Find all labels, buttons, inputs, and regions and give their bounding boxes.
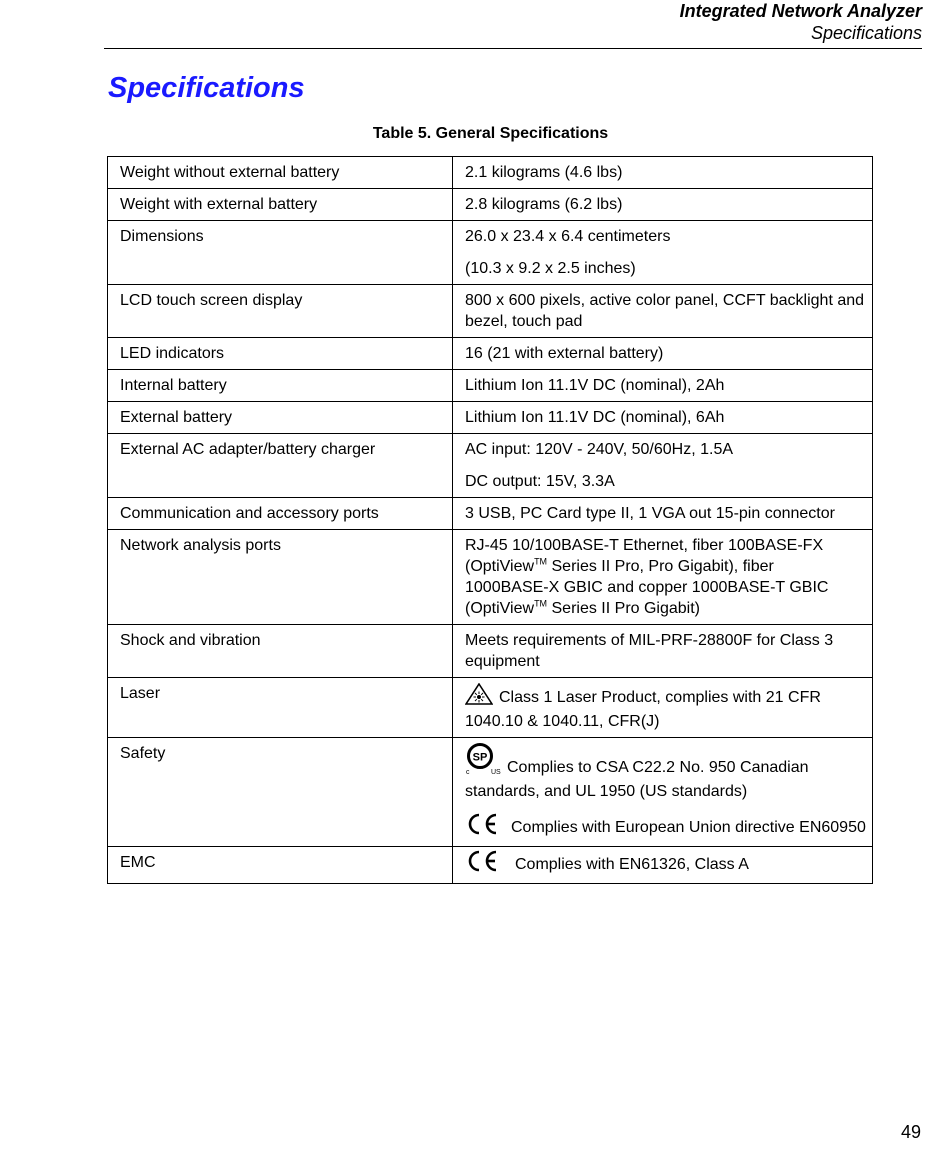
- spec-value: [453, 847, 873, 884]
- spec-label: EMC: [108, 847, 453, 884]
- table-row: [108, 370, 873, 402]
- spec-label: External AC adapter/battery charger: [108, 434, 453, 498]
- spec-value-text: RJ-45 10/100BASE-T Ethernet, fiber 100BASE-FX: [465, 537, 824, 554]
- spec-value: [453, 370, 873, 402]
- spec-value-fragment: Series II Pro Gigabit): [547, 600, 701, 617]
- spec-value: [453, 530, 873, 625]
- section-title: Specifications: [108, 72, 305, 104]
- spec-value-text: (10.3 x 9.2 x 2.5 inches): [465, 260, 636, 277]
- spec-value-text: 3 USB, PC Card type II, 1 VGA out 15-pin connector: [465, 505, 835, 522]
- spec-value-text: 2.8 kilograms (6.2 lbs): [465, 196, 623, 213]
- general-specifications-table: [107, 156, 873, 884]
- spec-value: [453, 221, 873, 285]
- spec-value-text: 1000BASE-X GBIC and copper 1000BASE-T GBIC: [465, 579, 829, 596]
- table-row: [108, 434, 873, 498]
- spec-value-text: DC output: 15V, 3.3A: [465, 473, 615, 490]
- spec-label: LCD touch screen display: [108, 285, 453, 338]
- table-row: [108, 157, 873, 189]
- spec-value-line: [465, 813, 866, 841]
- spec-value-text: Complies with EN61326, Class A: [515, 856, 749, 873]
- table-row: [108, 285, 873, 338]
- spec-value: [453, 402, 873, 434]
- spec-label: LED indicators: [108, 338, 453, 370]
- spec-value-text: Complies to CSA C22.2 No. 950 Canadian standards, and UL 1950 (US standards): [465, 759, 809, 800]
- spec-value-text: 800 x 600 pixels, active color panel, CCFT backlight and bezel, touch pad: [465, 292, 865, 330]
- spec-label: Safety: [108, 738, 453, 847]
- spec-value-fragment: Series II Pro, Pro Gigabit), fiber: [547, 558, 774, 575]
- spec-value: [453, 434, 873, 498]
- svg-text:US: US: [491, 769, 501, 775]
- spec-label: Weight without external battery: [108, 157, 453, 189]
- table-row: [108, 847, 873, 884]
- svg-text:SP: SP: [472, 751, 488, 764]
- spec-value: [453, 338, 873, 370]
- table-row: [108, 625, 873, 678]
- spec-value: [453, 498, 873, 530]
- table-row: [108, 402, 873, 434]
- table-row: [108, 498, 873, 530]
- table-row: [108, 221, 873, 285]
- spec-label: Dimensions: [108, 221, 453, 285]
- laser-warning-icon: [465, 683, 493, 711]
- table-caption: Table 5. General Specifications: [372, 125, 609, 142]
- trademark-superscript: TM: [534, 598, 548, 609]
- spec-value: [453, 189, 873, 221]
- spec-label: Internal battery: [108, 370, 453, 402]
- header-section-name: Specifications: [810, 23, 922, 43]
- running-header: [680, 0, 922, 44]
- spec-value-text: Lithium Ion 11.1V DC (nominal), 2Ah: [465, 377, 725, 394]
- spec-value-text: [465, 556, 866, 577]
- csa-mark-icon: [465, 743, 505, 781]
- spec-label: Network analysis ports: [108, 530, 453, 625]
- svg-text:c: c: [466, 769, 470, 775]
- spec-value-line: [465, 850, 866, 878]
- spec-value-text: Lithium Ion 11.1V DC (nominal), 6Ah: [465, 409, 725, 426]
- spec-value-text: Complies with European Union directive EN60950: [511, 819, 866, 836]
- spec-value: [453, 738, 873, 847]
- trademark-superscript: TM: [534, 556, 548, 567]
- table-row: [108, 338, 873, 370]
- page-number: 49: [900, 1122, 921, 1142]
- spec-value: [453, 285, 873, 338]
- spec-value: [453, 157, 873, 189]
- spec-value-line: [465, 743, 866, 802]
- spec-value: [453, 678, 873, 738]
- spec-value-text: Meets requirements of MIL-PRF-28800F for Class 3 equipment: [465, 632, 834, 670]
- spec-value-text: 26.0 x 23.4 x 6.4 centimeters: [465, 228, 671, 245]
- spec-label: Communication and accessory ports: [108, 498, 453, 530]
- ce-mark-icon: [465, 813, 499, 841]
- table-row: [108, 189, 873, 221]
- spec-label: Weight with external battery: [108, 189, 453, 221]
- spec-value: [453, 625, 873, 678]
- spec-value-line: [465, 683, 866, 732]
- spec-label: Laser: [108, 678, 453, 738]
- spec-value-text: AC input: 120V - 240V, 50/60Hz, 1.5A: [465, 441, 734, 458]
- ce-mark-icon: [465, 850, 499, 878]
- table-row: [108, 678, 873, 738]
- spec-label: External battery: [108, 402, 453, 434]
- spec-value-text: Class 1 Laser Product, complies with 21 CFR 1040.10 & 1040.11, CFR(J): [465, 689, 821, 730]
- spec-label: Shock and vibration: [108, 625, 453, 678]
- header-rule: [104, 48, 922, 49]
- header-product-name: Integrated Network Analyzer: [679, 1, 922, 21]
- spec-value-text: [465, 598, 866, 619]
- spec-value-fragment: (OptiView: [465, 558, 535, 575]
- table-row: [108, 738, 873, 847]
- spec-value-text: 2.1 kilograms (4.6 lbs): [465, 164, 623, 181]
- spec-value-text: 16 (21 with external battery): [465, 345, 664, 362]
- spec-value-fragment: (OptiView: [465, 600, 535, 617]
- table-row: [108, 530, 873, 625]
